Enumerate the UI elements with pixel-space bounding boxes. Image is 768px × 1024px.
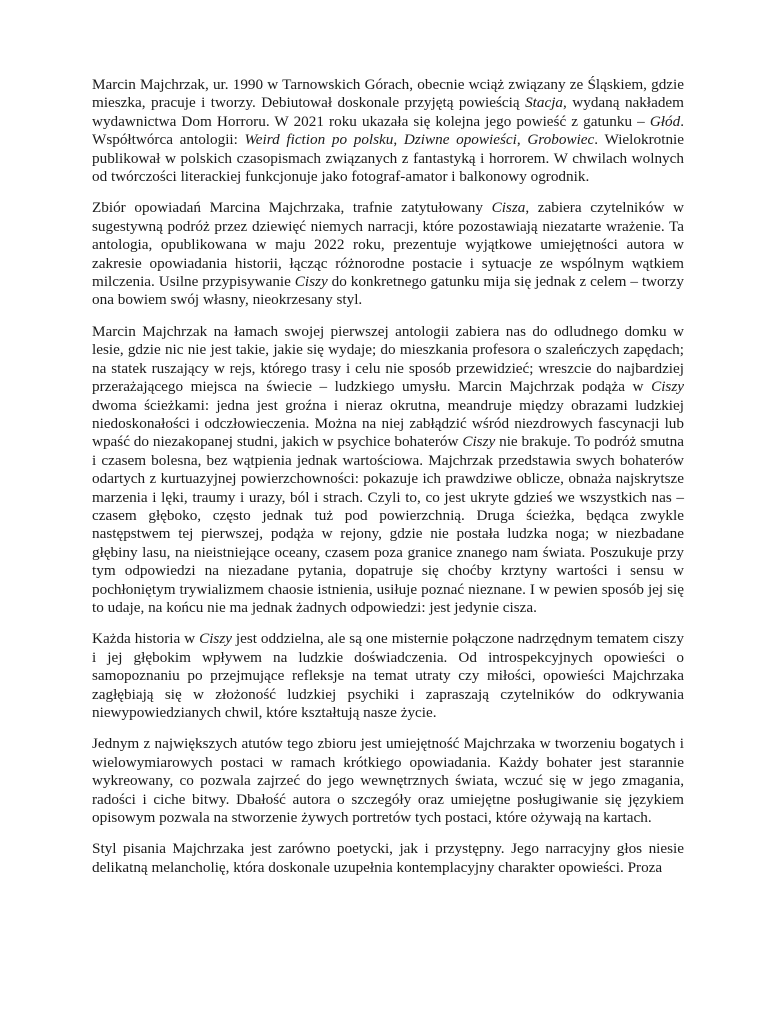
title-glod: Głód [649,112,681,130]
text-run: Marcin Majchrzak, ur. 1990 w Tarnowskich Górach, obecnie wciąż związany ze Śląskiem, gdzie mieszka, pracuje i tworzy. Debiutował doskonale przyjętą powieścią [92,76,684,112]
text-run: , wydaną nakładem wydawnictwa Dom Horroru. W 2021 roku ukazała się kolejna jego powieść z gatunku – [92,94,684,130]
text-run: Styl pisania Majchrzaka jest zarówno poetycki, jak i przystępny. Jego narracyjny głos niesie delikatną melancholię, która doskonale uzupełnia kontemplacyjny charakter opowieści. Proza [92,840,684,876]
paragraph-each-story [92,630,684,722]
title-ciszy: Ciszy [462,433,496,451]
text-run: , [393,131,404,149]
title-ciszy: Ciszy [651,378,684,396]
paragraph-collection-intro [92,199,684,309]
text-run: nie brakuje. To podróż smutna i czasem bolesna, bez wątpienia jednak wartościowa. Majchrzak przedstawia swych bohaterów odartych z kurtuazyjnej powierzchowności: pokazuje ich prawdziwe oblicze, obnaża najskrytsze marzenia i lęki, traumy i urazy, ból i strach. Czyli to, co jest ukryte gdzieś we wszystkich nas – czasem głęboko, często jednak tuż pod powierzchnią. Druga ścieżka, będąca zwykle następstwem tej pierwszej, podąża w rejony, gdzie nie postała ludzka noga; w niezbadane głębiny lasu, na nieistniejące oceany, czasem poza granice znanego nam świata. Poszukuje przy tym odpowiedzi na niezadane pytania, dopatruje się choćby krztyny wartości i sensu w pochłoniętym trywializmem chaosie istnienia, usiłuje poznać nieznane. I w pewien sposób jej się to udaje, na końcu nie ma jednak żadnych odpowiedzi: jest jedynie cisza. [92,433,684,616]
title-weird-fiction: Weird fiction po polsku [244,131,394,149]
paragraph-author-bio [92,76,684,186]
text-run: Marcin Majchrzak na łamach swojej pierwszej antologii zabiera nas do odludnego domku w lesie, gdzie nic nie jest takie, jakie się wydaje; do mieszkania profesora o szaleńczych zapędach; na statek ruszający w rejs, którego trasy i celu nie sposób przewidzieć; wreszcie do najbardziej przerażającego miejsca na świecie – ludzkiego umysłu. Marcin Majchrzak podąża w [92,322,684,396]
text-run: do konkretnego gatunku mija się jednak z celem – tworzy ona bowiem swój własny, nieokrzesany styl. [92,273,684,309]
text-run: Jednym z największych atutów tego zbioru jest umiejętność Majchrzaka w tworzeniu bogatych i wielowymiarowych postaci w ramach krótkiego opowiadania. Każdy bohater jest starannie wykreowany, co pozwala zajrzeć do jego wewnętrznych świata, wczuć się w jego zmagania, radości i ciche bitwy. Dbałość autora o szczegóły oraz umiejętne posługiwanie się językiem opisowym pozwala na stworzenie żywych portretów tych postaci, które ożywają na kartach. [92,735,684,827]
text-run: , zabiera czytelników w sugestywną podróż przez dziewięć niemych narracji, które pozostawiają niezatarte wrażenie. Ta antologia, opublikowana w maju 2022 roku, prezentuje wyjątkowe umiejętności autora w zakresie opowiadania historii, łącząc różnorodne postacie i sytuacje ze wspólnym wątkiem milczenia. Usilne przypisywanie [92,199,685,291]
paragraph-two-paths [92,323,684,618]
title-ciszy: Ciszy [199,630,232,648]
text-run: . Wielokrotnie publikował w polskich czasopismach związanych z fantastyką i horrorem. W chwilach wolnych od twórczości literackiej funkcjonuje jako fotograf-amator i balkonowy ogrodnik. [92,131,685,186]
title-ciszy: Ciszy [294,273,328,291]
paragraph-characters [92,735,684,827]
text-run: jest oddzielna, ale są one misternie połączone nadrzędnym tematem ciszy i jej głębokim wpływem na ludzkie doświadczenia. Od introspekcyjnych opowieści o samopoznaniu po przejmujące refleksje na temat utraty czy miłości, opowieści Majchrzaka zagłębiają się w złożoność ludzkiej psychiki i zapraszają czytelników do odkrywania niewypowiedzianych chwil, które kształtują nasze życie. [92,630,684,721]
paragraph-style [92,840,684,877]
text-run: Zbiór opowiadań Marcina Majchrzaka, trafnie zatytułowany [92,199,492,217]
title-dziwne-opowiesci: Dziwne opowieści [403,131,517,149]
text-run: , [516,131,528,149]
title-cisza: Cisza [491,199,526,217]
title-grobowiec: Grobowiec [527,131,595,149]
text-run: Każda historia w [92,630,200,648]
text-run: . Współtwórca antologii: [92,112,684,149]
text-run: dwoma ścieżkami: jedna jest groźna i nieraz okrutna, meandruje między obrazami ludzkiej niedoskonałości i odczłowieczenia. Można na niej zabłądzić wśród niezdrowych fascynacji lub wpaść do niezakopanej studni, jakich w psychice bohaterów [92,396,684,451]
title-stacja: Stacja [525,94,564,112]
